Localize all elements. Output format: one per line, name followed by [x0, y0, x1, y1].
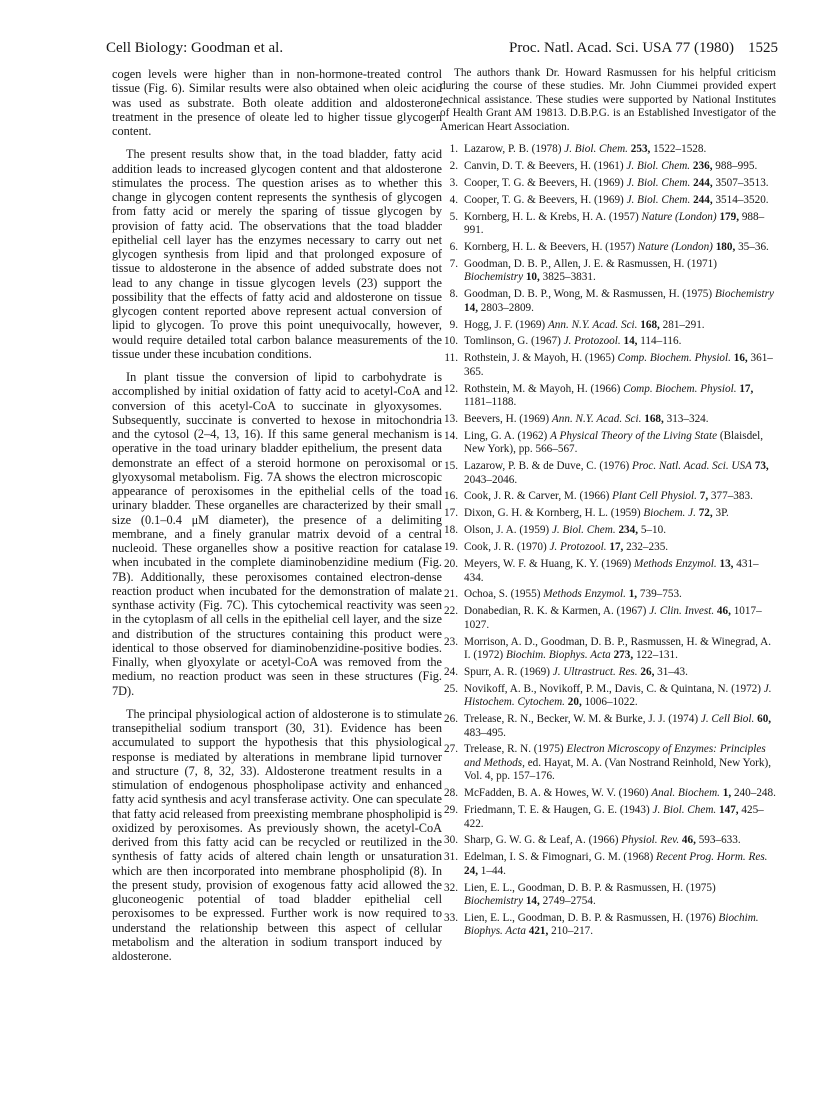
reference-volume: 72, [698, 507, 713, 520]
reference-authors: Trelease, R. N. (1975) [464, 743, 564, 756]
reference-journal: Methods Enzymol. [634, 558, 717, 571]
reference-item [440, 430, 776, 457]
header-journal-citation: Proc. Natl. Acad. Sci. USA 77 (1980) [509, 40, 734, 56]
header-journal [509, 40, 778, 57]
reference-authors: Lazarow, P. B. & de Duve, C. (1976) [464, 460, 630, 473]
reference-number: 25. [444, 682, 458, 695]
reference-pages: 2043–2046. [464, 473, 518, 486]
reference-pages: 313–324. [666, 412, 709, 425]
reference-journal: Comp. Biochem. Physiol. [623, 382, 737, 395]
reference-volume: 244, [693, 193, 713, 206]
reference-number: 1. [449, 143, 458, 156]
reference-pages: 739–753. [639, 588, 682, 601]
reference-authors: Lien, E. L., Goodman, D. B. P. & Rasmussen, H. (1975) [464, 881, 716, 894]
header-section-authors: Cell Biology: Goodman et al. [106, 40, 284, 56]
reference-journal: Ann. N.Y. Acad. Sci. [551, 412, 642, 425]
reference-number: 10. [444, 335, 458, 348]
reference-item [440, 194, 776, 207]
reference-number: 32. [444, 881, 458, 894]
reference-volume: 168, [644, 412, 664, 425]
reference-number: 20. [444, 558, 458, 571]
reference-item [440, 834, 776, 847]
reference-journal: Recent Prog. Horm. Res. [656, 851, 768, 864]
reference-pages: 210–217. [551, 925, 594, 938]
reference-pages: 232–235. [626, 541, 669, 554]
body-paragraph-2: The present results show that, in the toad bladder, fatty acid addition leads to increased glycogen content and that aldosterone stimulates the process. The question arises as to whether this change in glycogen content represents the synthesis of glycogen from fatty acid or merely the sparing of tissue glycogen by provision of fatty acid. The observations that the toad bladder epithelial cell layer has the enzymes necessary to carry out net glycogen synthesis from lipid and that prolonged exposure of tissue to aldosterone in the absence of added substrate does not lead to any change in tissue glycogen levels (23) support the possibility that the effects of fatty acid and aldosterone on tissue glycogen content reported above represent actual conversion of lipid to glycogen. To prove this point unequivocally, however, would require detailed total carbon balance measurements of the tissue under these incubation conditions. [112, 147, 442, 361]
reference-authors: Ling, G. A. (1962) [464, 429, 548, 442]
reference-journal: Biochemistry [714, 288, 774, 301]
reference-number: 19. [444, 541, 458, 554]
reference-pages: 240–248. [733, 787, 776, 800]
reference-volume: 234, [618, 524, 639, 537]
reference-pages: 431–434. [464, 558, 759, 584]
reference-item [440, 460, 776, 487]
reference-authors: Lazarow, P. B. (1978) [464, 143, 562, 156]
reference-authors: Cooper, T. G. & Beevers, H. (1969) [464, 176, 624, 189]
reference-item [440, 912, 776, 939]
reference-number: 4. [449, 193, 458, 206]
reference-authors: Goodman, D. B. P., Wong, M. & Rasmussen, H. (1975) [464, 288, 713, 301]
reference-item [440, 413, 776, 426]
reference-volume: 13, [719, 558, 734, 571]
reference-journal: Methods Enzymol. [543, 588, 626, 601]
reference-volume: 16, [733, 352, 748, 365]
reference-volume: 73, [754, 460, 769, 473]
reference-authors: Novikoff, A. B., Novikoff, P. M., Davis, C. & Quintana, N. (1972) [464, 682, 761, 695]
reference-pages: 5–10. [640, 524, 666, 537]
reference-number: 3. [449, 176, 458, 189]
reference-journal: J. Biol. Chem. [626, 193, 691, 206]
reference-journal: J. Cell Biol. [700, 713, 755, 726]
reference-item [440, 636, 776, 663]
reference-item [440, 524, 776, 537]
reference-volume: 14, [623, 335, 638, 348]
reference-journal: Nature (London) [637, 240, 713, 253]
reference-number: 24. [444, 665, 458, 678]
body-paragraph-3: In plant tissue the conversion of lipid to carbohydrate is accomplished by initial oxidation of fatty acid to acetyl-CoA and conversion of this acetyl-CoA to succinate in glyoxysomes. Subsequently, succinate is converted to hexose in mitochondria and the cytosol (2–4, 13, 16). If this same general mechanism is operative in the toad urinary bladder epithelium, the present data demonstrate an effect of a steroid hormone on peroxisomal or glyoxysomal metabolism. Fig. 7A shows the electron microscopic appearance of peroxisomes in the epithelial cells of the toad urinary bladder. These organelles are characterized by their small size (0.1–0.4 μM diameter), the presence of a delimiting membrane, and a finely granular matrix devoid of a central nucleoid. These organelles show a positive reaction for catalase when incubated in the complete diaminobenzidine medium (Fig. 7B). Additionally, these peroxisomes contained electron-dense reaction product when incubated for the demonstration of malate synthase activity (Fig. 7C). This cytochemical reactivity was seen in the cytoplasm of all cells in the epithelial cell layer, and the size and distribution of the structures containing this product were identical to those observed for diaminobenzidine-positive bodies. Finally, when glyoxylate or acetyl-CoA was removed from the medium, no reaction product was seen in these structures (Fig. 7D). [112, 370, 442, 698]
reference-volume: 46, [681, 834, 696, 847]
reference-journal: J. Clin. Invest. [649, 605, 715, 618]
reference-authors: Spurr, A. R. (1969) [464, 665, 550, 678]
reference-number: 15. [444, 460, 458, 473]
left-column [112, 67, 442, 972]
reference-authors: Morrison, A. D., Goodman, D. B. P., Rasmussen, H. & Winegrad, A. I. (1972) [464, 635, 771, 662]
reference-volume: 179, [719, 210, 740, 223]
reference-item [440, 490, 776, 503]
reference-pages: 1017–1027. [464, 605, 762, 631]
body-paragraph-1: cogen levels were higher than in non-hormone-treated control tissue (Fig. 6). Similar results were also obtained when oleic acid was used as substrate. Both oleate addition and aldosterone treatment in the presence of oleate led to higher tissue glycogen content. [112, 67, 442, 138]
reference-item [440, 507, 776, 520]
reference-journal: J. Biol. Chem. [626, 176, 691, 189]
reference-volume: 1, [628, 588, 638, 601]
reference-authors: Cook, J. R. (1970) [464, 541, 547, 554]
reference-volume: 147, [719, 804, 739, 817]
reference-volume: 7, [699, 490, 709, 503]
reference-number: 11. [444, 352, 458, 365]
reference-item [440, 851, 776, 878]
reference-pages: 483–495. [464, 726, 506, 739]
reference-authors: Lien, E. L., Goodman, D. B. P. & Rasmussen, H. (1976) [464, 911, 716, 924]
reference-journal: Anal. Biochem. [651, 787, 720, 800]
reference-volume: 17, [609, 541, 624, 554]
reference-pages: 2749–2754. [542, 895, 596, 908]
reference-authors: Kornberg, H. L. & Krebs, H. A. (1957) [464, 210, 639, 223]
reference-authors: Tomlinson, G. (1967) [464, 335, 561, 348]
reference-journal: Biochem. J. [643, 507, 696, 520]
reference-item [440, 177, 776, 190]
reference-volume: 244, [693, 176, 713, 189]
reference-pages: 593–633. [698, 834, 741, 847]
reference-journal: J. Biol. Chem. [652, 804, 717, 817]
reference-volume: 236, [692, 159, 713, 172]
reference-authors: Dixon, G. H. & Kornberg, H. L. (1959) [464, 507, 641, 520]
reference-pages: 122–131. [635, 649, 678, 662]
reference-number: 5. [449, 210, 458, 223]
reference-journal: J. Protozool. [563, 335, 621, 348]
reference-authors: McFadden, B. A. & Howes, W. V. (1960) [464, 787, 649, 800]
reference-number: 21. [444, 588, 458, 601]
reference-number: 22. [444, 605, 458, 618]
reference-pages: 1–44. [480, 864, 506, 877]
reference-number: 18. [444, 524, 458, 537]
reference-list [440, 143, 776, 939]
reference-number: 6. [449, 240, 458, 253]
reference-item [440, 160, 776, 173]
reference-journal: J. Biol. Chem. [551, 524, 616, 537]
right-column [440, 67, 776, 942]
reference-journal: J. Protozool. [549, 541, 607, 554]
reference-number: 8. [449, 288, 458, 301]
reference-authors: Friedmann, T. E. & Haugen, G. E. (1943) [464, 804, 650, 817]
reference-volume: 253, [630, 143, 651, 156]
reference-pages: 3825–3831. [542, 271, 596, 284]
reference-number: 12. [444, 382, 458, 395]
reference-journal: Proc. Natl. Acad. Sci. USA [632, 460, 752, 473]
reference-number: 9. [449, 318, 458, 331]
reference-pages: 377–383. [710, 490, 753, 503]
reference-authors: Edelman, I. S. & Fimognari, G. M. (1968) [464, 851, 654, 864]
reference-journal: Nature (London) [641, 210, 717, 223]
reference-authors: Hogg, J. F. (1969) [464, 318, 546, 331]
reference-number: 17. [444, 507, 458, 520]
reference-item [440, 352, 776, 379]
reference-pages: 988–995. [715, 159, 758, 172]
reference-pages: 2803–2809. [480, 301, 534, 314]
reference-journal: Plant Cell Physiol. [612, 490, 697, 503]
reference-item [440, 241, 776, 254]
reference-journal: Ann. N.Y. Acad. Sci. [547, 318, 638, 331]
reference-authors: Donabedian, R. K. & Karmen, A. (1967) [464, 605, 647, 618]
reference-authors: Goodman, D. B. P., Allen, J. E. & Rasmussen, H. (1971) [464, 257, 717, 270]
reference-authors: Meyers, W. F. & Huang, K. Y. (1969) [464, 558, 632, 571]
reference-pages: 1522–1528. [653, 143, 707, 156]
reference-authors: Kornberg, H. L. & Beevers, H. (1957) [464, 240, 635, 253]
reference-item [440, 541, 776, 554]
reference-number: 2. [449, 159, 458, 172]
reference-item [440, 319, 776, 332]
reference-pages: 35–36. [738, 240, 769, 253]
reference-item [440, 683, 776, 710]
reference-number: 23. [444, 635, 458, 648]
reference-volume: 273, [613, 649, 634, 662]
reference-item [440, 558, 776, 585]
reference-number: 14. [444, 429, 458, 442]
reference-item [440, 258, 776, 285]
reference-volume: 14, [464, 301, 478, 314]
reference-number: 33. [444, 911, 458, 924]
acknowledgment: The authors thank Dr. Howard Rasmussen for his helpful criticism during the course of these studies. Mr. John Ciummei provided expert technical assistance. These studies were supported by National Institutes of Health Grant AM 19813. D.B.P.G. is an Established Investigator of the American Heart Association. [440, 67, 776, 133]
reference-volume: 26, [640, 665, 655, 678]
reference-pages: 988–991. [464, 210, 765, 237]
reference-number: 29. [444, 804, 458, 817]
reference-pages: 3507–3513. [715, 176, 769, 189]
reference-item [440, 743, 776, 783]
reference-volume: 46, [716, 605, 731, 618]
reference-volume: 60, [757, 713, 772, 726]
reference-volume: 20, [567, 696, 582, 709]
reference-number: 31. [444, 851, 458, 864]
reference-volume: 168, [640, 318, 660, 331]
reference-number: 26. [444, 713, 458, 726]
reference-journal: J. Ultrastruct. Res. [552, 665, 638, 678]
reference-pages: (Blaisdel, New York), pp. 566–567. [464, 429, 764, 456]
reference-pages: 3P. [715, 507, 729, 520]
reference-item [440, 383, 776, 410]
reference-authors: Sharp, G. W. G. & Leaf, A. (1966) [464, 834, 619, 847]
reference-authors: Olson, J. A. (1959) [464, 524, 550, 537]
reference-authors: Canvin, D. T. & Beevers, H. (1961) [464, 159, 624, 172]
reference-pages: 1006–1022. [584, 696, 638, 709]
reference-item [440, 143, 776, 156]
reference-journal: Biochim. Biophys. Acta [464, 911, 759, 938]
reference-volume: 421, [528, 925, 549, 938]
body-paragraph-4: The principal physiological action of aldosterone is to stimulate transepithelial sodium transport (30, 31). Evidence has been accumulated to support the hypothesis that this physiological response is mediated by alterations in membrane lipid turnover and structure (7, 8, 32, 33). Aldosterone treatment results in a stimulation of endogenous phospholipase activity and enhanced fatty acid synthesis and acyl transferase activity. One can speculate that fatty acid released from preexisting membrane phospholipid is oxidized by peroxisomes. As previously shown, the acetyl-CoA derived from this fatty acid can be recycled or reutilized in the synthesis of fatty acids of altered chain length or unsaturation which are then incorporated into membrane phospholipid (8). In the present study, provision of exogenous fatty acid allowed the gluconeogenic potential of toad bladder epithelial cell peroxisomes to be expressed. Further work is now required to understand the relationship between this aspect of cellular metabolism and the alteration in sodium transport induced by aldosterone. [112, 706, 442, 963]
reference-number: 27. [444, 743, 458, 756]
reference-item [440, 713, 776, 740]
reference-number: 30. [444, 834, 458, 847]
reference-authors: Beevers, H. (1969) [464, 412, 550, 425]
reference-authors: Ochoa, S. (1955) [464, 588, 541, 601]
reference-journal: Biochemistry [464, 271, 524, 284]
reference-journal: Physiol. Rev. [621, 834, 680, 847]
reference-number: 28. [444, 787, 458, 800]
reference-item [440, 882, 776, 909]
reference-journal: Biochemistry [464, 895, 524, 908]
page-number: 1525 [748, 40, 778, 56]
reference-pages: 1181–1188. [464, 396, 517, 409]
reference-pages: 361–365. [464, 352, 773, 378]
reference-item [440, 211, 776, 238]
reference-authors: Cooper, T. G. & Beevers, H. (1969) [464, 193, 624, 206]
reference-authors: Cook, J. R. & Carver, M. (1966) [464, 490, 610, 503]
reference-pages: 31–43. [657, 665, 688, 678]
reference-number: 7. [449, 257, 458, 270]
reference-authors: Rothstein, M. & Mayoh, H. (1966) [464, 382, 621, 395]
reference-number: 13. [444, 412, 458, 425]
reference-item [440, 804, 776, 831]
reference-journal: Comp. Biochem. Physiol. [617, 352, 731, 365]
reference-pages: ed. Hayat, M. A. (Van Nostrand Reinhold, New York), Vol. 4, pp. 157–176. [464, 756, 772, 783]
reference-journal: J. Biol. Chem. [626, 159, 691, 172]
reference-volume: 1, [722, 787, 732, 800]
reference-authors: Trelease, R. N., Becker, W. M. & Burke, J. J. (1974) [464, 713, 699, 726]
reference-volume: 24, [464, 864, 478, 877]
reference-item [440, 588, 776, 601]
reference-volume: 14, [525, 895, 540, 908]
reference-pages: 3514–3520. [715, 193, 769, 206]
reference-journal: Biochim. Biophys. Acta [505, 649, 611, 662]
reference-journal: J. Histochem. Cytochem. [464, 682, 772, 709]
reference-pages: 425–422. [464, 804, 764, 830]
reference-pages: 114–116. [640, 335, 682, 348]
reference-journal: Electron Microscopy of Enzymes: Principles and Methods, [464, 743, 766, 769]
reference-journal: J. Biol. Chem. [564, 143, 628, 156]
reference-authors: Rothstein, J. & Mayoh, H. (1965) [464, 352, 615, 365]
reference-item [440, 787, 776, 800]
reference-item [440, 666, 776, 679]
reference-item [440, 605, 776, 632]
reference-pages: 281–291. [662, 318, 705, 331]
reference-item [440, 335, 776, 348]
reference-volume: 180, [715, 240, 736, 253]
reference-volume: 10, [525, 271, 540, 284]
reference-journal: A Physical Theory of the Living State [550, 429, 718, 442]
running-header [106, 40, 778, 62]
reference-item [440, 288, 776, 315]
reference-number: 16. [444, 490, 458, 503]
reference-volume: 17, [739, 382, 754, 395]
